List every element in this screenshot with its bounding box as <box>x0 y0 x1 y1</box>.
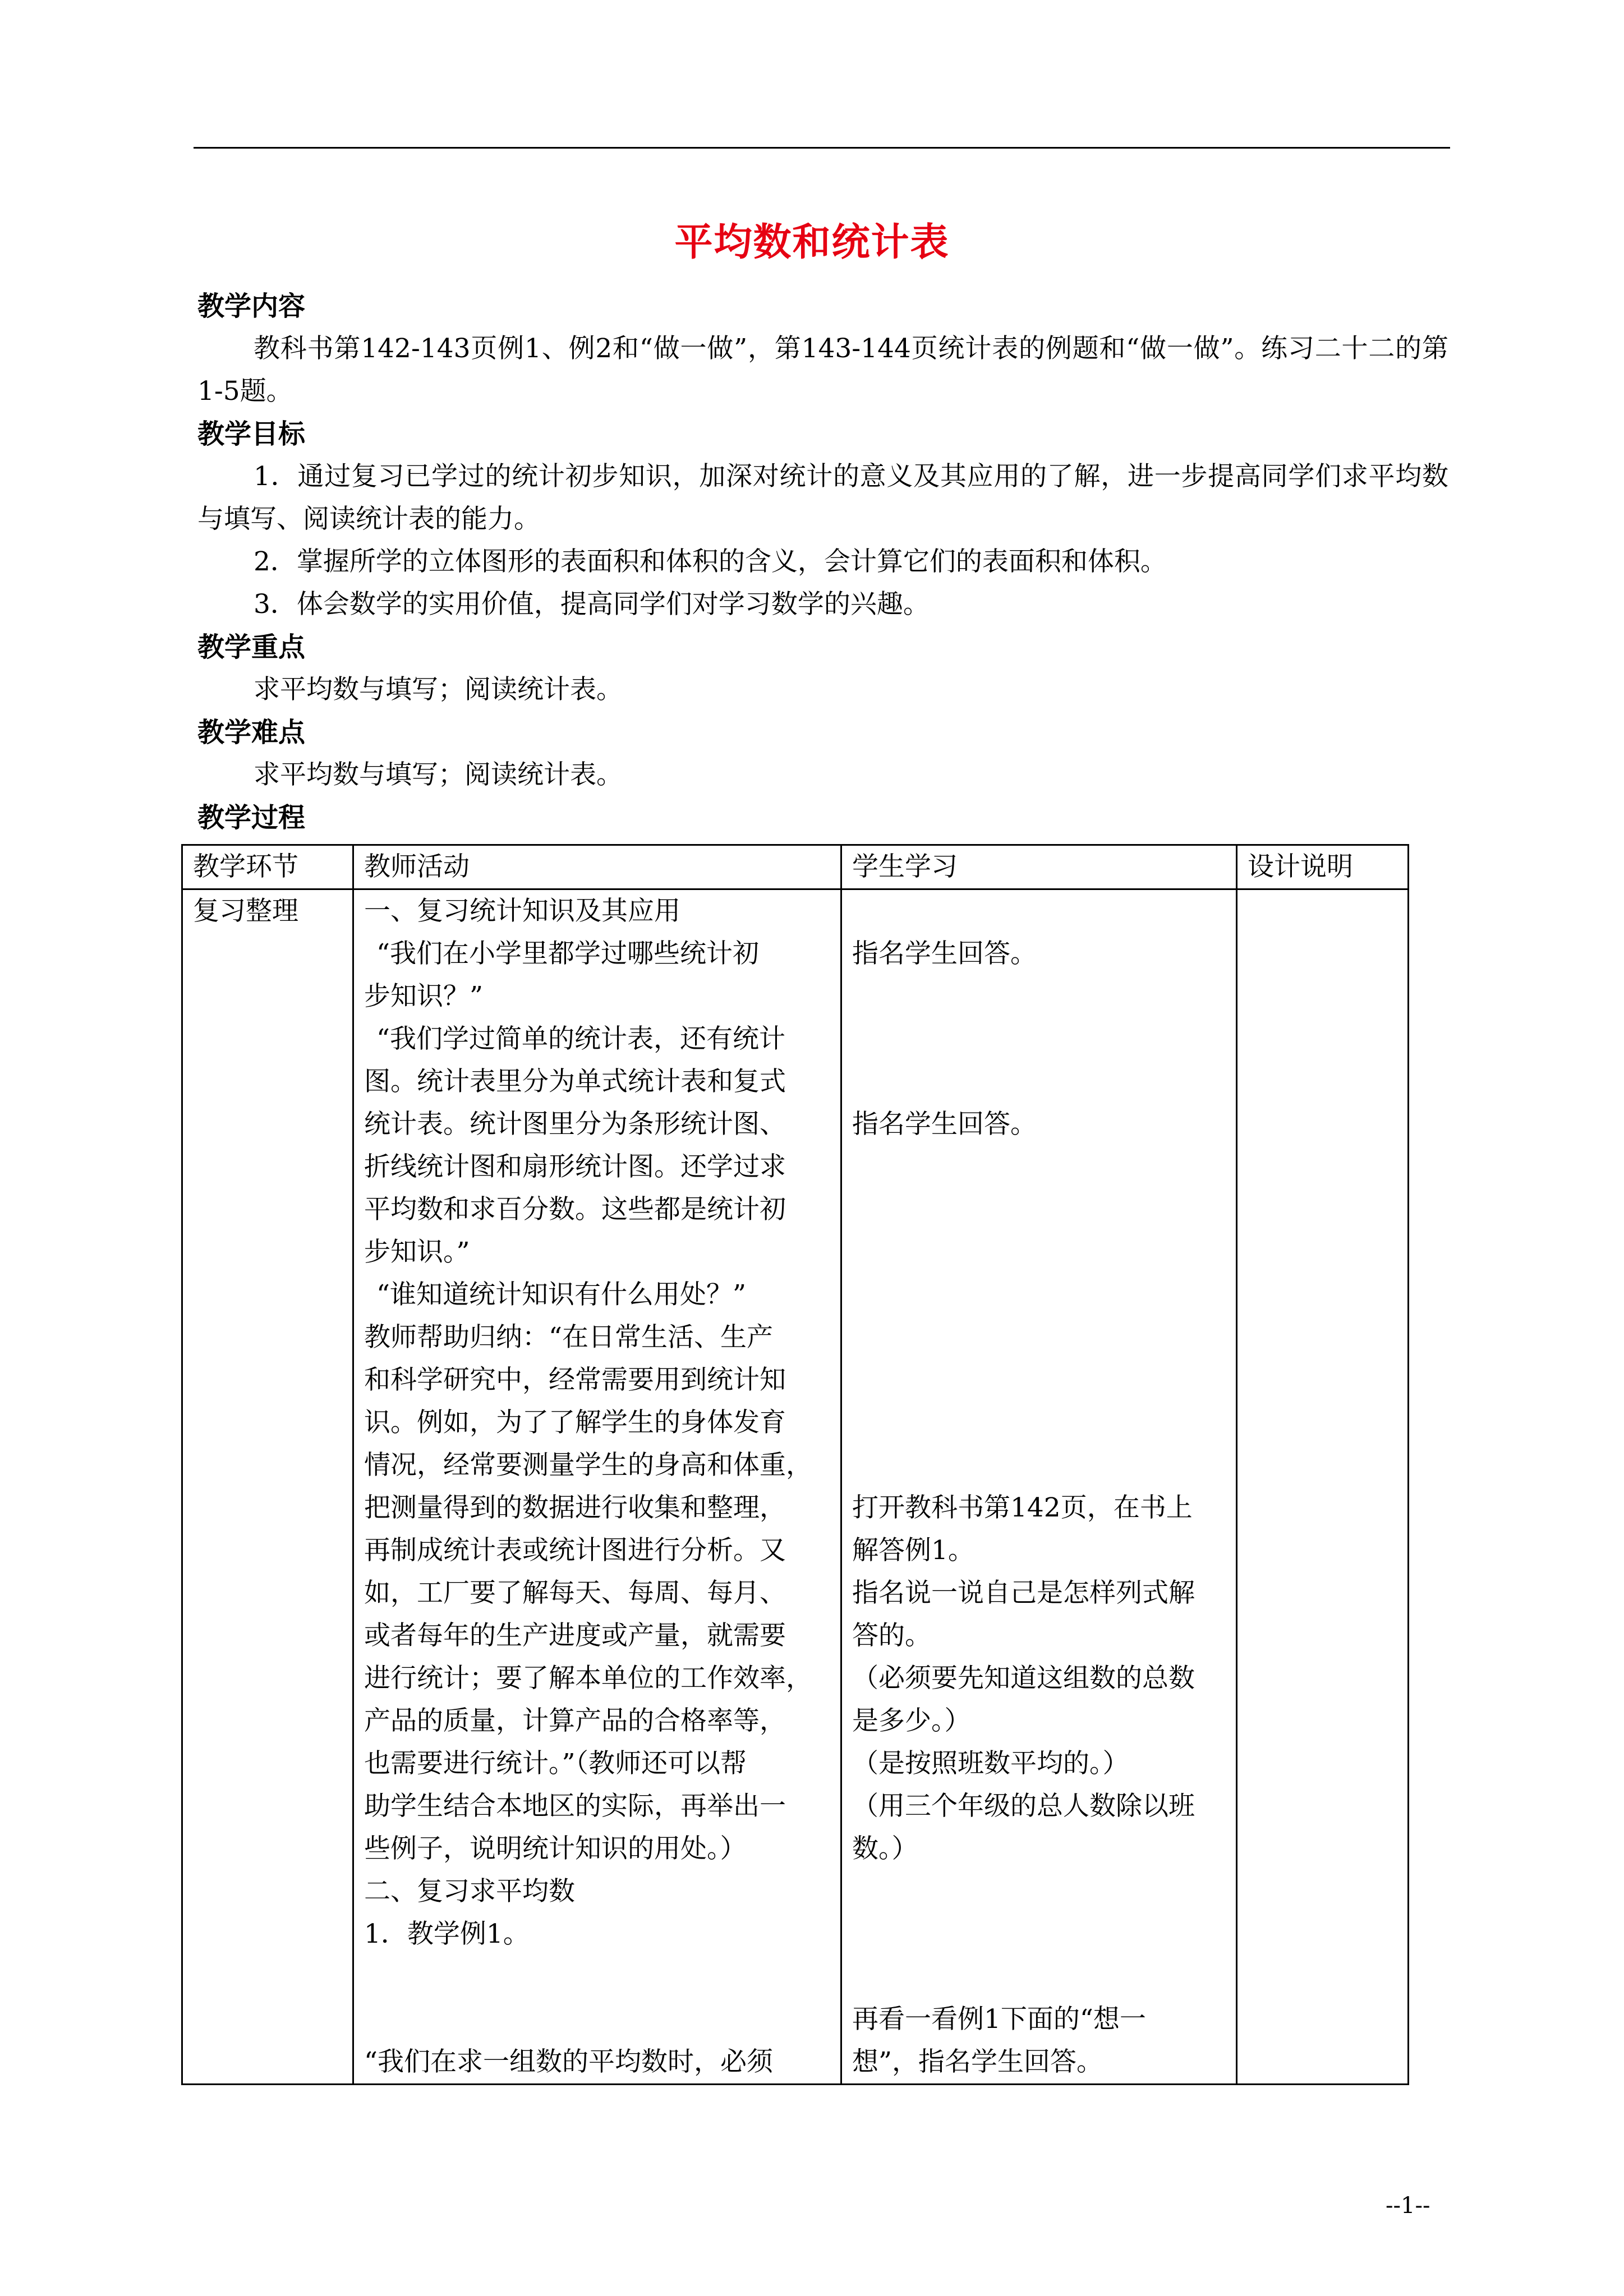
teacher-line: 也需要进行统计。”（教师还可以帮 <box>364 1748 747 1779</box>
student-line: 指名学生回答。 <box>852 938 1037 969</box>
teacher-line: 助学生结合本地区的实际，再举出一 <box>364 1791 786 1822</box>
key-heading: 教学重点 <box>197 631 306 663</box>
table-header-row <box>182 845 1409 889</box>
student-learning-cell <box>841 889 1237 2085</box>
teacher-line <box>364 1956 830 1998</box>
student-line <box>852 1359 1226 1401</box>
student-line <box>852 1146 1226 1188</box>
table-row <box>182 889 1409 2085</box>
teacher-line: 或者每年的生产进度或产量，就需要 <box>364 1620 786 1651</box>
document-body <box>197 285 1448 839</box>
goal-item: 2．掌握所学的立体图形的表面积和体积的含义，会计算它们的表面积和体积。 <box>254 546 1167 577</box>
student-line <box>852 1274 1226 1316</box>
column-header: 教学环节 <box>182 845 353 889</box>
student-line: 数。） <box>852 1833 918 1864</box>
student-line <box>852 1061 1226 1103</box>
teacher-line: 把测量得到的数据进行收集和整理， <box>364 1492 786 1523</box>
column-header: 学生学习 <box>841 845 1237 889</box>
goal-item: 1．通过复习已学过的统计初步知识，加深对统计的意义及其应用的了解，进一步提高同学们求平均数与填写、阅读统计表的能力。 <box>197 461 1448 534</box>
teacher-line: “我们学过简单的统计表，还有统计 <box>376 1023 786 1054</box>
teacher-line: 产品的质量，计算产品的合格率等， <box>364 1705 786 1736</box>
difficulty-text: 求平均数与填写；阅读统计表。 <box>254 759 623 790</box>
column-header: 教师活动 <box>353 845 841 889</box>
student-line <box>852 1018 1226 1061</box>
teacher-line: “我们在求一组数的平均数时，必须 <box>364 2046 774 2077</box>
page-number: --1-- <box>1386 2193 1430 2219</box>
teacher-line: “我们在小学里都学过哪些统计初 <box>376 938 760 969</box>
student-line: 是多少。） <box>852 1705 971 1736</box>
student-line: （用三个年级的总人数除以班 <box>852 1791 1195 1822</box>
teacher-line: “谁知道统计知识有什么用处？” <box>376 1279 747 1310</box>
teacher-line: 和科学研究中，经常需要用到统计知 <box>364 1364 786 1395</box>
stage-cell: 复习整理 <box>182 889 353 2085</box>
student-line: 指名学生回答。 <box>852 1109 1037 1140</box>
teacher-line: 些例子，说明统计知识的用处。） <box>364 1833 747 1864</box>
key-text: 求平均数与填写；阅读统计表。 <box>254 674 623 705</box>
teacher-line: 平均数和求百分数。这些都是统计初 <box>364 1194 786 1225</box>
teacher-line: 1．教学例1。 <box>364 1919 530 1949</box>
teacher-line: 折线统计图和扇形统计图。还学过求 <box>364 1151 786 1182</box>
student-line <box>852 890 1226 933</box>
process-heading: 教学过程 <box>197 802 306 833</box>
student-line <box>852 1316 1226 1359</box>
student-line <box>852 1444 1226 1487</box>
teacher-line: 教师帮助归纳：“在日常生活、生产 <box>364 1322 774 1353</box>
teacher-line: 步知识。” <box>364 1237 470 1267</box>
difficulty-heading: 教学难点 <box>197 717 306 748</box>
student-line <box>852 975 1226 1018</box>
goal-item: 3．体会数学的实用价值，提高同学们对学习数学的兴趣。 <box>254 589 930 620</box>
goals-heading: 教学目标 <box>197 418 306 450</box>
student-line <box>852 1913 1226 1956</box>
teacher-line: 图。统计表里分为单式统计表和复式 <box>364 1066 786 1097</box>
content-text: 教科书第142-143页例1、例2和“做一做”，第143-144页统计表的例题和“做一做”。练习二十二的第1-5题。 <box>197 333 1448 407</box>
header-rule <box>194 147 1450 149</box>
student-line: 解答例1。 <box>852 1535 974 1566</box>
process-table <box>181 844 1409 2085</box>
student-line: 答的。 <box>852 1620 931 1651</box>
teacher-line: 再制成统计表或统计图进行分析。又 <box>364 1535 786 1566</box>
teacher-activity-cell <box>353 889 841 2085</box>
design-note-cell <box>1237 889 1409 2085</box>
teacher-line: 如，工厂要了解每天、每周、每月、 <box>364 1578 786 1608</box>
teacher-line: 统计表。统计图里分为条形统计图、 <box>364 1109 786 1140</box>
teacher-line: 二、复习求平均数 <box>364 1876 575 1907</box>
teacher-line: 情况，经常要测量学生的身高和体重， <box>364 1450 812 1481</box>
student-line: 打开教科书第142页，在书上 <box>852 1492 1193 1523</box>
teacher-line: 进行统计；要了解本单位的工作效率， <box>364 1663 812 1694</box>
content-heading: 教学内容 <box>197 291 306 322</box>
page-title: 平均数和统计表 <box>674 220 950 265</box>
student-line <box>852 1231 1226 1274</box>
student-line: 再看一看例1下面的“想一 <box>852 2004 1146 2035</box>
student-line: （必须要先知道这组数的总数 <box>852 1663 1195 1694</box>
teacher-line: 步知识？” <box>364 981 484 1012</box>
student-line <box>852 1870 1226 1913</box>
student-line <box>852 1188 1226 1231</box>
student-line: 指名说一说自己是怎样列式解 <box>852 1578 1195 1608</box>
student-line <box>852 1401 1226 1444</box>
student-line: （是按照班数平均的。） <box>852 1748 1129 1779</box>
teacher-line: 一、复习统计知识及其应用 <box>364 896 680 926</box>
student-line <box>852 1956 1226 1998</box>
teacher-line: 识。例如，为了了解学生的身体发育 <box>364 1407 786 1438</box>
student-line: 想”，指名学生回答。 <box>852 2046 1103 2077</box>
column-header: 设计说明 <box>1237 845 1409 889</box>
teacher-line <box>364 1998 830 2041</box>
